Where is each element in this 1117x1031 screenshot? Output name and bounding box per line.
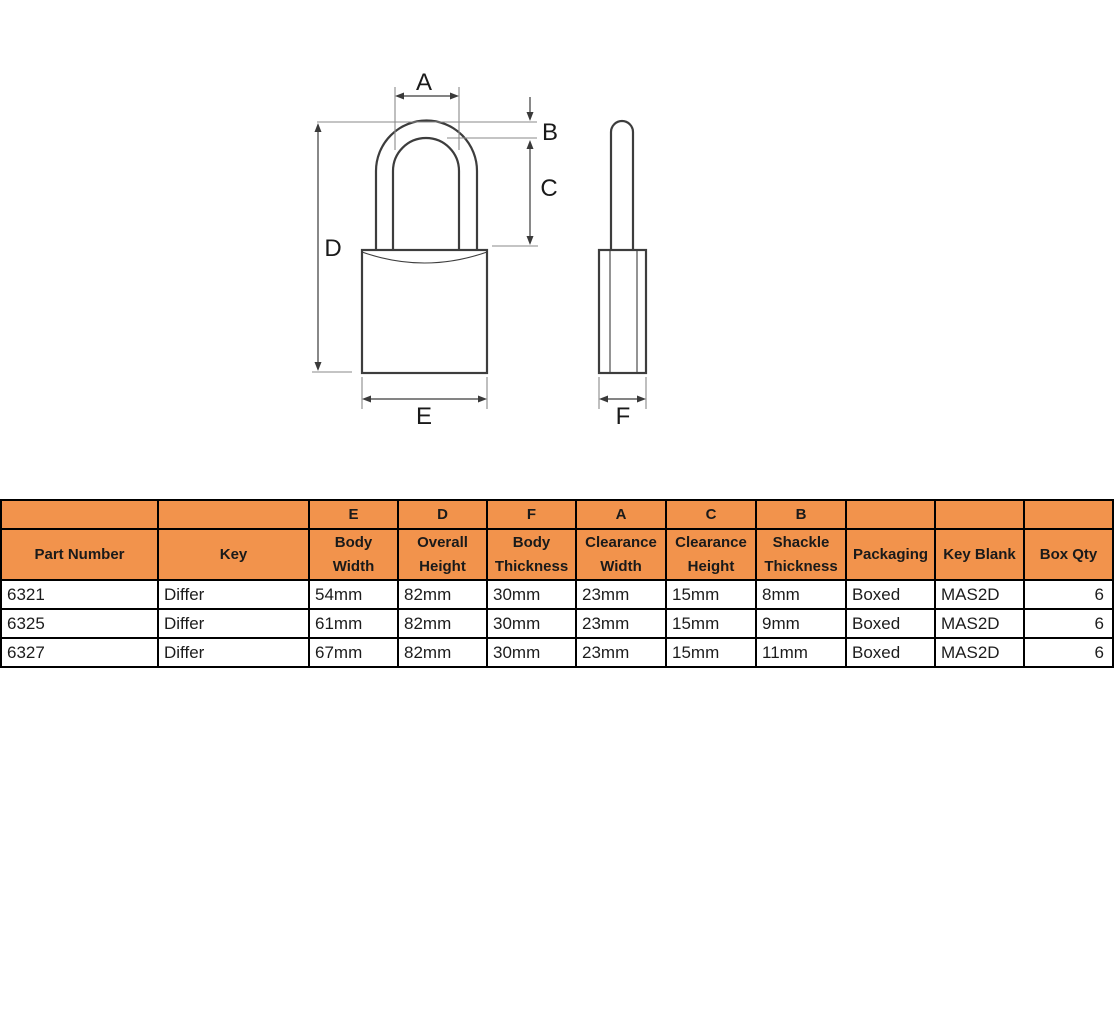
dim-e-arrow-right	[478, 396, 487, 403]
header-part-number: Part Number	[1, 529, 158, 580]
padlock-front-view	[362, 121, 487, 374]
shackle-outer-outline	[376, 121, 477, 253]
letter-cell-packaging	[846, 500, 935, 529]
column-header-row	[1, 529, 1113, 580]
dimension-c	[492, 140, 558, 246]
dim-f-arrow-left	[599, 396, 608, 403]
letter-cell-e: E	[309, 500, 398, 529]
header-box-qty: Box Qty	[1024, 529, 1113, 580]
dim-e-arrow-left	[362, 396, 371, 403]
header-overall-height: Overall Height	[398, 529, 487, 580]
cell-overall-height: 82mm	[398, 609, 487, 638]
cell-key: Differ	[158, 609, 309, 638]
dim-label-b: B	[541, 119, 559, 146]
letter-cell-b: B	[756, 500, 846, 529]
cell-body-thickness: 30mm	[487, 609, 576, 638]
spec-row	[1, 580, 1113, 609]
header-key: Key	[158, 529, 309, 580]
letter-cell-key-blank	[935, 500, 1024, 529]
dim-f-arrow-right	[637, 396, 646, 403]
cell-shackle-thickness: 11mm	[756, 638, 846, 667]
cell-body-width: 61mm	[309, 609, 398, 638]
dim-c-arrow-up	[527, 140, 534, 149]
spec-row	[1, 638, 1113, 667]
cell-body-width: 67mm	[309, 638, 398, 667]
letter-cell-part-number	[1, 500, 158, 529]
letter-cell-a: A	[576, 500, 666, 529]
cell-clearance-height: 15mm	[666, 638, 756, 667]
padlock-body-front	[362, 250, 487, 373]
dimension-e	[362, 377, 487, 430]
padlock-side-view	[599, 121, 646, 373]
dimension-b	[317, 97, 558, 146]
header-shackle-thickness: Shackle Thickness	[756, 529, 846, 580]
dim-label-f: F	[615, 403, 631, 430]
cell-shackle-thickness: 8mm	[756, 580, 846, 609]
spec-table	[0, 499, 1114, 668]
letter-cell-key	[158, 500, 309, 529]
cell-overall-height: 82mm	[398, 580, 487, 609]
header-key-blank: Key Blank	[935, 529, 1024, 580]
cell-key-blank: MAS2D	[935, 580, 1024, 609]
cell-part-number: 6321	[1, 580, 158, 609]
cell-part-number: 6327	[1, 638, 158, 667]
header-body-thickness: Body Thickness	[487, 529, 576, 580]
cell-body-thickness: 30mm	[487, 638, 576, 667]
padlock-dimension-diagram	[0, 0, 1117, 470]
shackle-side-outline	[611, 121, 633, 252]
letter-cell-f: F	[487, 500, 576, 529]
cell-packaging: Boxed	[846, 609, 935, 638]
dim-b-arrow-down	[527, 112, 534, 121]
cell-box-qty: 6	[1024, 609, 1113, 638]
header-packaging: Packaging	[846, 529, 935, 580]
cell-clearance-height: 15mm	[666, 580, 756, 609]
dim-d-arrow-up	[315, 123, 322, 132]
cell-key: Differ	[158, 580, 309, 609]
dim-label-d: D	[324, 235, 342, 262]
spec-row	[1, 609, 1113, 638]
cell-clearance-width: 23mm	[576, 638, 666, 667]
cell-overall-height: 82mm	[398, 638, 487, 667]
cell-packaging: Boxed	[846, 638, 935, 667]
dim-label-e: E	[415, 403, 433, 430]
cell-box-qty: 6	[1024, 580, 1113, 609]
cell-body-thickness: 30mm	[487, 580, 576, 609]
dimension-d	[312, 123, 352, 372]
dimension-f	[599, 377, 646, 430]
cell-body-width: 54mm	[309, 580, 398, 609]
letter-cell-box-qty	[1024, 500, 1113, 529]
cell-clearance-width: 23mm	[576, 609, 666, 638]
dimension-letter-row	[1, 500, 1113, 529]
cell-key-blank: MAS2D	[935, 609, 1024, 638]
dim-c-arrow-down	[527, 236, 534, 245]
dim-label-c: C	[540, 175, 558, 202]
cell-box-qty: 6	[1024, 638, 1113, 667]
header-clearance-height: Clearance Height	[666, 529, 756, 580]
padlock-body-side	[599, 250, 646, 373]
header-clearance-width: Clearance Width	[576, 529, 666, 580]
dim-a-arrow-right	[450, 93, 459, 100]
letter-cell-c: C	[666, 500, 756, 529]
cell-clearance-height: 15mm	[666, 609, 756, 638]
cell-key: Differ	[158, 638, 309, 667]
cell-clearance-width: 23mm	[576, 580, 666, 609]
dim-label-a: A	[415, 69, 433, 96]
cell-packaging: Boxed	[846, 580, 935, 609]
cell-shackle-thickness: 9mm	[756, 609, 846, 638]
header-body-width: Body Width	[309, 529, 398, 580]
letter-cell-d: D	[398, 500, 487, 529]
cell-key-blank: MAS2D	[935, 638, 1024, 667]
dim-a-arrow-left	[395, 93, 404, 100]
dim-d-arrow-down	[315, 362, 322, 371]
shackle-inner-outline	[393, 138, 459, 252]
cell-part-number: 6325	[1, 609, 158, 638]
